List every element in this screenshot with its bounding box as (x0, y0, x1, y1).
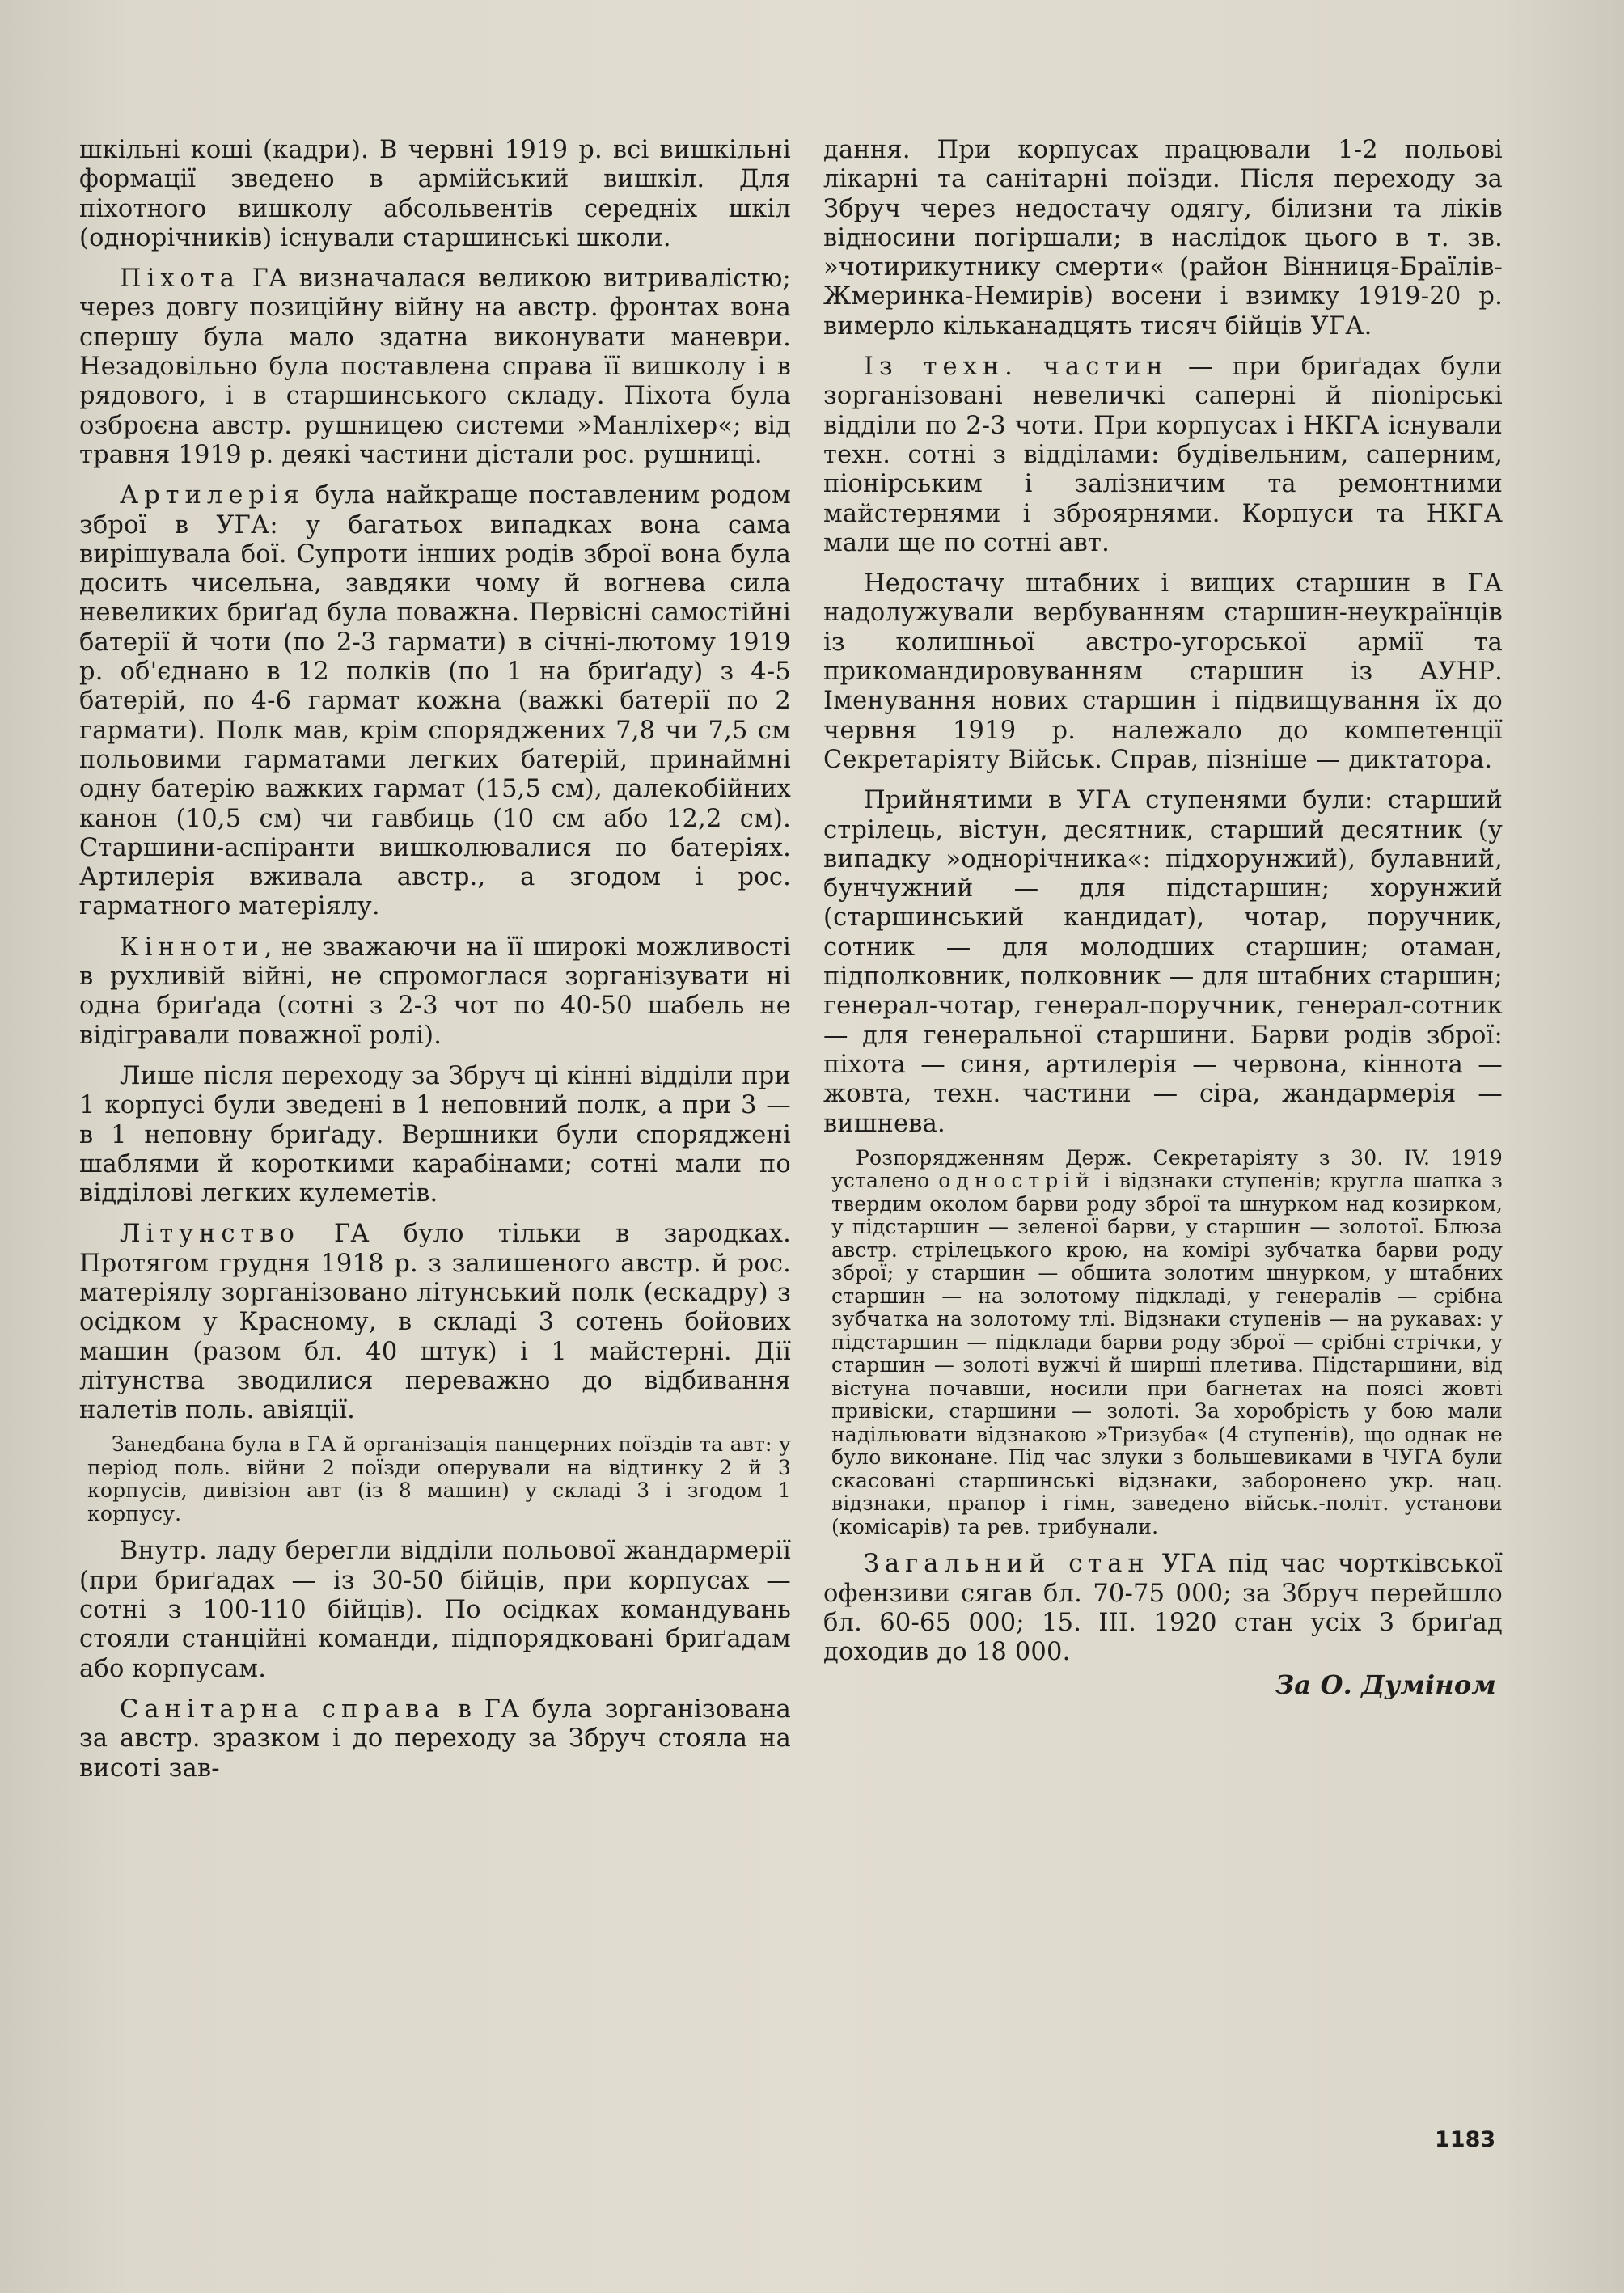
paragraph-aviation (79, 1220, 791, 1425)
paragraph-gendarmerie: Внутр. ладу берегли відділи польової жандармерії (при бриґадах — із 30-50 бійців, при корпусах — сотні з 100-110 бійців). По осідках командувань стояли станційні команди, підпорядковані бриґадам або корпусам. (79, 1537, 791, 1683)
paragraph-general-strength (823, 1550, 1503, 1667)
term-artillery: Артилерія (120, 481, 305, 510)
term-technical-units: Із техн. частин (864, 353, 1169, 382)
paragraph-technical-units (823, 353, 1503, 558)
term-general-strength: Загальний стан (864, 1550, 1150, 1579)
paragraph-uniform (831, 1147, 1503, 1539)
term-medical: Санітарна справа (120, 1694, 446, 1724)
paragraph-ranks: Прийнятими в УГА ступенями були: старший стрілець, вістун, десятник, старший десятник (у випадку »однорічника«: підхорунжий), булавний, бунчужний — для підстаршин; хорунжий (старшинський кандидат), чотар, поручник, сотник — для молодших старшин; отаман, підполковник, полковник — для штабних старшин; генерал-чотар, генерал-поручник, генерал-сотник — для генеральної старшини. Барви родів зброї: піхота — синя, артилерія — червона, кіннота — жовта, техн. частини — сіра, жандармерія — вишнева. (823, 786, 1503, 1138)
paragraph-cavalry-text: , не зважаючи на її широкі можливості в рухливій війні, не спромоглася зорганізувати ні одна бриґада (сотні з 2-3 чот по 40-50 шабель не відігравали поважної ролі). (79, 933, 791, 1050)
paragraph-training-cadres: шкільні коші (кадри). В червні 1919 р. всі вишкільні формації зведено в армійський вишкіл. Для піхотного вишколу абсольвентів середніх шкіл (однорічників) існували старшинські школи. (79, 136, 791, 252)
paragraph-infantry-text: ГА визначалася великою витривалістю; через довгу позиційну війну на австр. фронтах вона спершу була мало здатна виконувати маневри. Незадовільно була поставлена справа її вишколу і в рядового, і в старшинського складу. Піхота була озброєна австр. рушницею системи »Манліхер«; від травня 1919 р. деякі частини дістали рос. рушниці. (79, 264, 791, 469)
paragraph-infantry (79, 264, 791, 470)
paragraph-general-strength-text: УГА під час чортківської офензиви сягав бл. 70-75 000; за Збруч перейшло бл. 60-65 000; 15. III. 1920 стан усіх 3 бриґад доходив до 18 000. (823, 1550, 1503, 1667)
left-column (79, 136, 791, 1783)
page-number: 1183 (1435, 2127, 1496, 2152)
paragraph-armored-trains: Занедбана була в ГА й організація панцерних поїздів та авт: у період поль. війни 2 поїзди оперували на відтинку 2 й 3 корпусів, дивізіон авт (із 8 машин) у складі 3 і згодом 1 корпусу. (87, 1432, 791, 1525)
term-infantry: Піхота (120, 264, 240, 294)
paragraph-uniform-text: і відзнаки ступенів; кругла шапка з твердим околом барви роду зброї та шнурком над козирком, у підстаршин — зеленої барви, у старшин — золотої. Блюза австр. стрілецького крою, на комірі зубчатка барви роду зброї; у старшин — обшита золотим шнурком, у штабних старшин — на золотому підкладі, у генералів — срібна зубчатка на золотому тлі. Відзнаки ступенів — на рукавах: у підстаршин — підклади барви роду зброї — срібні стрічки, у старшин — золоті вужчі й ширші плетива. Підстаршини, від вістуна почавши, носили при багнетах на поясі жовті привіски, старшини — золоті. За хоробрість у бою мали надільювати відзнакою »Тризуба« (4 ступенів), що однак не було виконане. Під час злуки з большевиками в ЧУГА були скасовані старшинські відзнаки, заборонено укр. нац. відзнаки, прапор і гімн, заведено військ.-політ. установи (комісарів) та рев. трибунали. (831, 1169, 1503, 1538)
term-aviation: Літунство (120, 1220, 300, 1249)
paragraph-technical-units-text: — при бриґадах були зорганізовані невеличкі саперні й пionірські відділи по 2-3 чоти. При корпусах і НКГА існували техн. сотні з відділами: будівельним, саперним, піонірським і залізничим та ремонтними майстернями і зброярнями. Корпуси та НКГА мали ще по сотні авт. (823, 353, 1503, 557)
paragraph-artillery (79, 481, 791, 921)
paragraph-medical (79, 1695, 791, 1783)
right-column (823, 136, 1503, 1700)
paragraph-cavalry-after-zbruch: Лише після переходу за Збруч ці кінні відділи при 1 корпусі були зведені в 1 неповний полк, а при 3 — в 1 неповну бриґаду. Вершники були споряджені шаблями й короткими карабінами; сотні мали по відділові легких кулеметів. (79, 1061, 791, 1208)
paragraph-uniform-lead: Розпорядженням Держ. Секретаріяту з 30. IV. 1919 усталено (831, 1145, 1503, 1193)
term-uniform: однострій (938, 1169, 1095, 1193)
author-byline: За О. Думіном (1275, 1669, 1496, 1701)
paragraph-medical-text: в ГА була зорганізована за австр. зразком і до переходу за Збруч стояла на висоті зав- (79, 1694, 791, 1783)
paragraph-aviation-text: ГА було тільки в зародках. Протягом грудня 1918 р. з залишеного австр. й рос. матеріялу зорганізовано літунський полк (ескадру) з осідком у Красному, в складі 3 сотень бойових машин (разом бл. 40 штук) і 1 майстерні. Дії літунства зводилися переважно до відбивання налетів поль. авіяції. (79, 1220, 791, 1425)
paragraph-cavalry (79, 933, 791, 1051)
paragraph-artillery-text: була найкраще поставленим родом зброї в УГА: у багатьох випадках вона сама вирішувала бої. Супроти інших родів зброї вона була досить чисельна, завдяки чому й вогнева сила невеликих бриґад була поважна. Первісні самостійні батерії й чоти (по 2-3 гармати) в січні-лютому 1919 р. об'єднано в 12 полків (по 1 на бриґаду) з 4-5 батерій, по 4-6 гармат кожна (важкі батерії по 2 гармати). Полк мав, крім споряджених 7,8 чи 7,5 см польовими гарматами легких батерій, принаймні одну батерію важких гармат (15,5 см), далекобійних канон (10,5 см) чи гавбиць (10 см або 12,2 см). Старшини-аспіранти вишколювалися по батеріях. Артилерія вживала австр., а згодом і рос. гарматного матеріялу. (79, 481, 791, 921)
paragraph-medical-continued: дання. При корпусах працювали 1-2 польові лікарні та санітарні поїзди. Після переходу за Збруч через недостачу одягу, білизни та ліків відносини погіршали; в наслідок цього в т. зв. »чотирикутнику смерти« (район Вінниця-Браїлів-Жмеринка-Немирів) восени і взимку 1919-20 р. вимерло кільканадцять тисяч бійців УГА. (823, 136, 1503, 341)
term-cavalry: Кінноти (120, 933, 264, 962)
paragraph-officer-shortage: Недостачу штабних і вищих старшин в ГА надолужували вербуванням старшин-неукраїнців із колишньої австро-угорської армії та прикомандировуванням старшин із АУНР. Іменування нових старшин і підвищування їх до червня 1919 р. належало до компетенції Секретаріяту Військ. Справ, пізніше — диктатора. (823, 569, 1503, 774)
